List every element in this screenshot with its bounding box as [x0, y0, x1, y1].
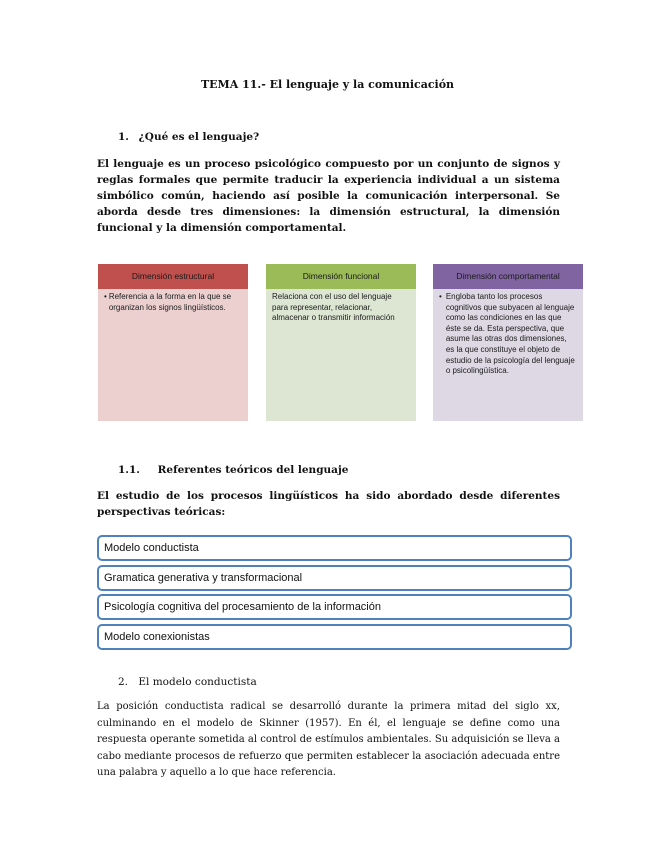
section-2-heading-text: El modelo conductista [138, 676, 257, 688]
dimension-structural-card [98, 264, 248, 421]
dimensions-diagram [98, 264, 582, 421]
page-title: TEMA 11.- El lenguaje y la comunicación [200, 78, 455, 91]
model-item-conductista: Modelo conductista [97, 535, 572, 561]
section-2-heading [118, 676, 257, 688]
dimension-structural-body [98, 289, 248, 421]
section-1-heading-text: ¿Qué es el lenguaje? [138, 131, 260, 143]
dimension-functional-title: Dimensión funcional [266, 264, 416, 289]
dimension-functional-body [266, 289, 416, 421]
section-1-paragraph: El lenguaje es un proceso psicológico compuesto por un conjunto de signos y reglas formales que permite traducir la experiencia individual a un sistema simbólico común, haciendo así posible la comunicación interpersonal. Se aborda desde tres dimensiones: la dimensión estructural, la dimensión funcional y la dimensión comportamental. [97, 158, 560, 234]
bullet-icon: • [439, 292, 442, 301]
dimension-functional-text: Relaciona con el uso del lenguaje para representar, relacionar, almacenar o transmitir información [272, 292, 395, 323]
section-1-heading [118, 131, 259, 143]
dimension-behavioral-title: Dimensión comportamental [433, 264, 583, 289]
section-2-number: 2. [118, 676, 129, 688]
dimension-structural-text: Referencia a la forma en la que se organizan los signos lingüísticos. [108, 292, 232, 312]
dimension-functional-card [266, 264, 416, 421]
model-item-gramatica: Gramatica generativa y transformacional [97, 565, 572, 591]
section-1-number: 1. [118, 131, 129, 143]
dimension-behavioral-body [433, 289, 583, 421]
section-1-1-heading [118, 464, 348, 476]
dimension-behavioral-text: Engloba tanto los procesos cognitivos que subyacen al lenguaje como las condiciones en las que éste se da. Esta perspectiva, que asume las otras dos dimensiones, es la que constituye el objeto de estudio de la psicología del lenguaje o psicolingüística. [445, 292, 575, 376]
dimension-structural-title: Dimensión estructural [98, 264, 248, 289]
model-item-conexionistas: Modelo conexionistas [97, 624, 572, 650]
section-1-1-paragraph: El estudio de los procesos lingüísticos ha sido abordado desde diferentes perspectivas teóricas: [97, 490, 560, 518]
section-1-1-number: 1.1. [118, 464, 140, 476]
section-1-1-heading-text: Referentes teóricos del lenguaje [157, 464, 349, 476]
bullet-icon: • [104, 292, 107, 301]
section-2-paragraph: La posición conductista radical se desarrolló durante la primera mitad del siglo xx, culminando en el modelo de Skinner (1957). En él, el lenguaje se define como una respuesta operante sometida al control de estímulos ambientales. Su adquisición se lleva a cabo mediante procesos de refuerzo que permiten establecer la asociación adecuada entre una palabra y aquello a lo que hace referencia. [97, 701, 560, 778]
model-item-psicologia-cognitiva: Psicología cognitiva del procesamiento de la información [97, 594, 572, 620]
dimension-behavioral-card [433, 264, 583, 421]
models-list [97, 535, 572, 654]
